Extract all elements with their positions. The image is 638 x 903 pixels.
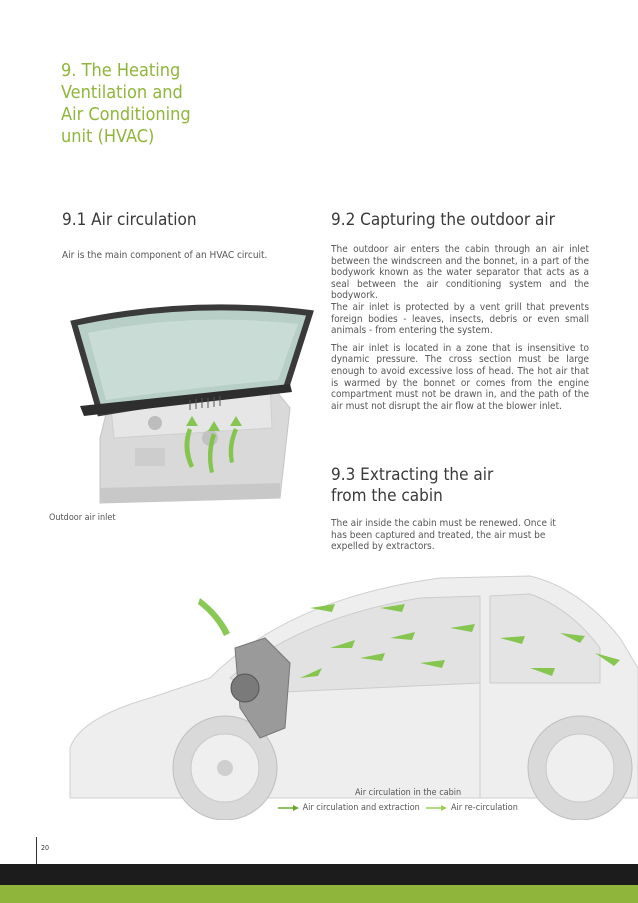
legend-recirculation-label: Air re-circulation	[450, 803, 518, 813]
paragraph: The air inlet is protected by a vent grill that prevents foreign bodies - leaves, insects, debris or even small animals - from entering the system.	[331, 301, 589, 337]
page-title-line: 9. The Heating	[61, 60, 181, 81]
section-9-2-heading: 9.2 Capturing the outdoor air	[331, 210, 555, 230]
recirculation-arrow-icon	[426, 804, 448, 812]
page-title-line: Ventilation and	[61, 82, 183, 103]
section-9-1-heading: 9.1 Air circulation	[62, 210, 197, 230]
footer-bar-dark	[0, 864, 638, 885]
heading-line: 9.3 Extracting the air	[331, 465, 494, 485]
car-caption: Air circulation in the cabin	[355, 788, 462, 798]
windscreen-caption: Outdoor air inlet	[49, 513, 116, 523]
section-9-1-text: Air is the main component of an HVAC circuit.	[62, 250, 268, 261]
section-9-3-heading	[331, 465, 589, 507]
page-number: 20	[41, 844, 50, 852]
paragraph: The air inlet is located in a zone that is insensitive to dynamic pressure. The cross section must be large enough to avoid excessive loss of head. The hot air that is warmed by the bonnet or comes from the engine compartment must not be drawn in, and the path of the air must not disrupt the air flow at the blower inlet.	[331, 342, 589, 412]
car-airflow-illustration	[60, 568, 638, 820]
paragraph: The outdoor air enters the cabin through an air inlet between the windscreen and the bonnet, in a part of the bodywork known as the water separator that acts as a seal between the air conditioning system and the bodywork.	[331, 244, 589, 302]
footer-bar-green	[0, 885, 638, 903]
extraction-arrow-icon	[278, 804, 300, 812]
heading-line: from the cabin	[331, 486, 443, 506]
windscreen-illustration	[40, 288, 320, 510]
page-title-line: Air Conditioning	[61, 104, 191, 125]
page-title-line: unit (HVAC)	[61, 126, 155, 147]
legend-extraction-label: Air circulation and extraction	[302, 803, 420, 813]
page-title	[61, 60, 261, 148]
section-9-2-body	[331, 244, 589, 412]
legend	[278, 803, 518, 813]
section-9-3-text: The air inside the cabin must be renewed. Once it has been captured and treated, the air must be expelled by extractors.	[331, 518, 556, 553]
